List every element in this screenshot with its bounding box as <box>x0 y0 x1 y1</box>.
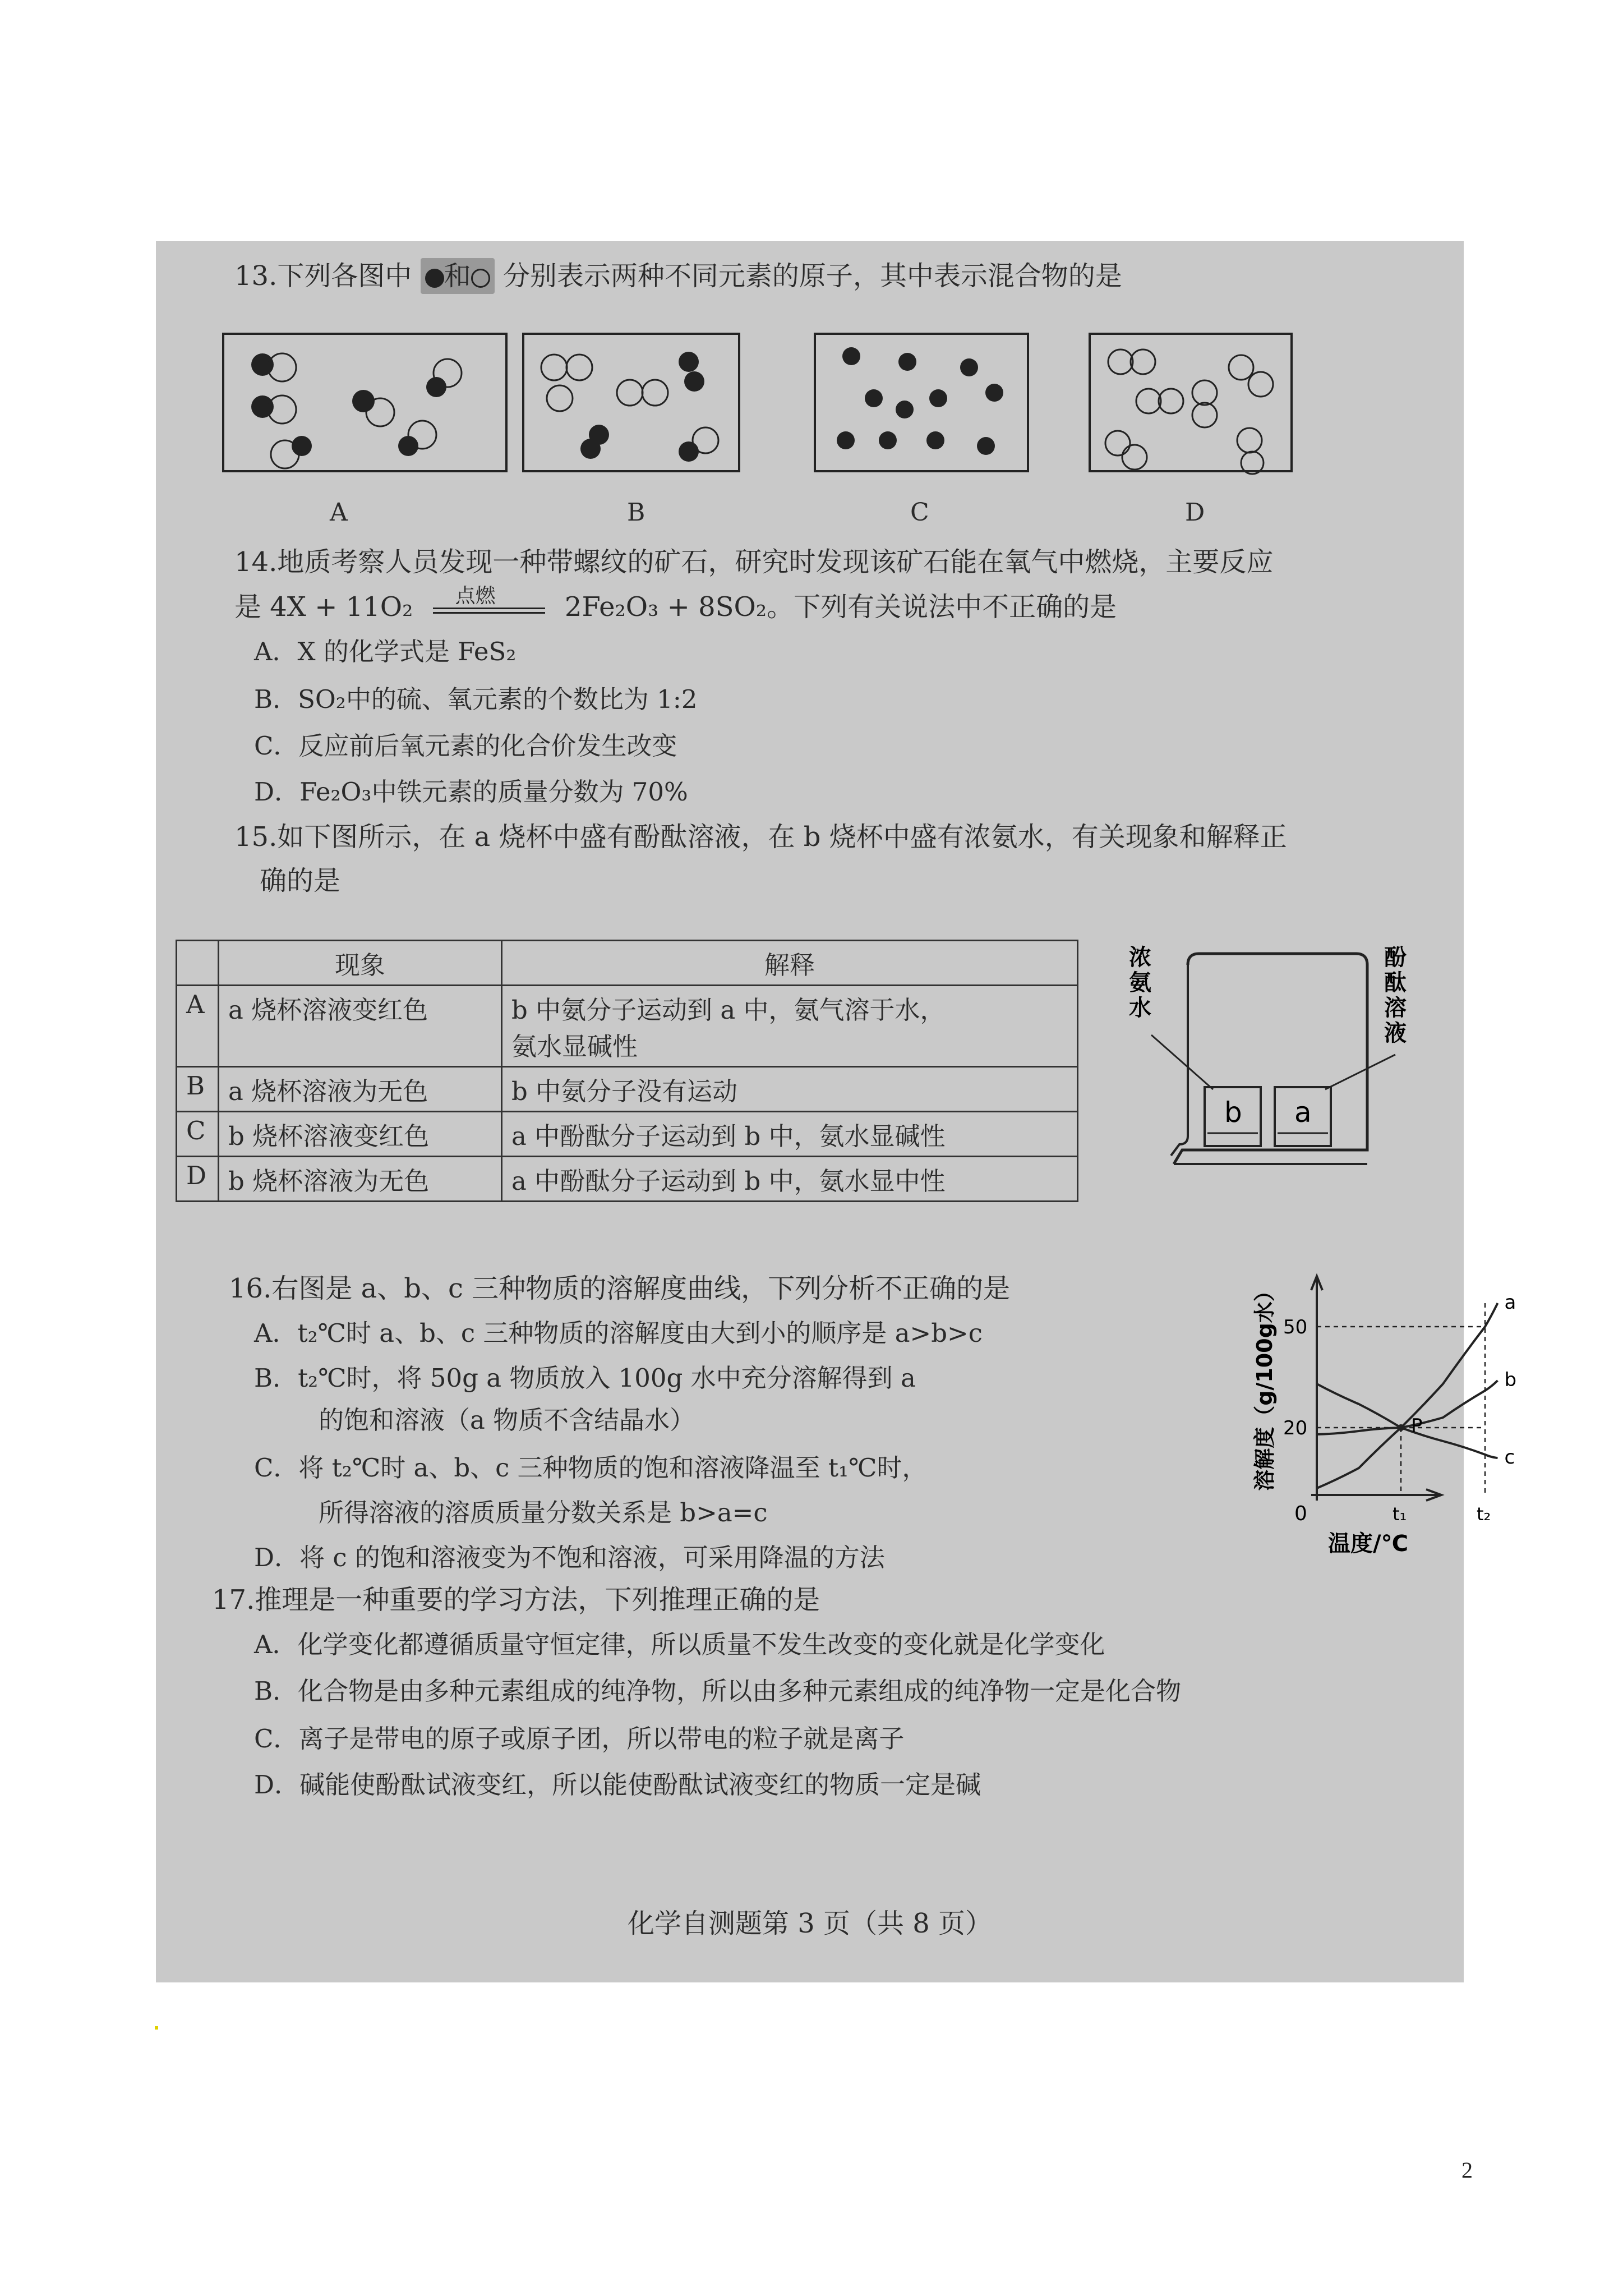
q16-option-a: A．t₂℃时 a、b、c 三种物质的溶解度由大到小的顺序是 a>b>c <box>254 1318 983 1348</box>
q13-label-d: D <box>1185 498 1205 527</box>
series-b-label: b <box>1504 1369 1517 1391</box>
q16-option-c-cont: 所得溶液的溶质质量分数关系是 b>a=c <box>319 1498 768 1527</box>
x-tick-0: t₁ <box>1393 1503 1407 1525</box>
chart-ylabel: 溶解度（g/100g水） <box>1252 1280 1277 1491</box>
q17-option-c: C．离子是带电的原子或原子团，所以带电的粒子就是离子 <box>254 1724 905 1754</box>
scanned-exam-page <box>156 241 1517 1982</box>
phenol-label-1: 酚 <box>1384 945 1407 970</box>
page-footer: 化学自测题第 3 页（共 8 页） <box>627 1908 993 1939</box>
table-row: B a 烧杯溶液为无色 b 中氨分子没有运动 <box>177 1067 1078 1112</box>
ammonia-label-1: 浓 <box>1129 945 1151 970</box>
series-a-curve <box>1317 1303 1498 1488</box>
table-row: D b 烧杯溶液为无色 a 中酚酞分子运动到 b 中，氨水显中性 <box>177 1157 1078 1202</box>
q17-option-b: B．化合物是由多种元素组成的纯净物，所以由多种元素组成的纯净物一定是化合物 <box>254 1676 1182 1706</box>
q15-table-header <box>177 941 1078 986</box>
q13-label-a: A <box>330 498 348 527</box>
point-p-label: P <box>1411 1415 1423 1437</box>
particle-box-d <box>1090 334 1292 474</box>
q15-col-explanation: 解释 <box>502 941 1078 986</box>
table-row: C b 烧杯溶液变红色 a 中酚酞分子运动到 b 中，氨水显碱性 <box>177 1112 1078 1157</box>
particle-box-b <box>523 334 739 471</box>
phenol-label-3: 溶 <box>1384 995 1407 1021</box>
q14-option-c: C．反应前后氧元素的化合价发生改变 <box>254 731 677 761</box>
series-c-label: c <box>1504 1446 1515 1469</box>
particle-box-c <box>815 334 1028 471</box>
ammonia-label-3: 水 <box>1129 995 1151 1021</box>
y-tick-20: 20 <box>1283 1417 1308 1439</box>
q15-stem-line2: 确的是 <box>260 865 341 896</box>
phenol-label-2: 酞 <box>1384 970 1407 996</box>
q17-option-d: D．碱能使酚酞试液变红，所以能使酚酞试液变红的物质一定是碱 <box>254 1770 981 1800</box>
q17-option-a: A．化学变化都遵循质量守恒定律，所以质量不发生改变的变化就是化学变化 <box>254 1630 1105 1659</box>
q15-stem-line1: 15.如下图所示，在 a 烧杯中盛有酚酞溶液，在 b 烧杯中盛有浓氨水，有关现象和解释正 <box>234 821 1287 853</box>
chart-xlabel: 温度/℃ <box>1328 1531 1409 1557</box>
q17-stem: 17.推理是一种重要的学习方法，下列推理正确的是 <box>212 1584 820 1616</box>
beaker-b-label: b <box>1224 1096 1242 1129</box>
beaker-a-label: a <box>1294 1096 1312 1129</box>
reaction-arrow: 点燃 <box>433 595 545 623</box>
q16-stem: 16.右图是 a、b、c 三种物质的溶解度曲线，下列分析不正确的是 <box>229 1273 1011 1304</box>
q13-particle-diagrams <box>156 328 1464 474</box>
q14-stem: 14.地质考察人员发现一种带螺纹的矿石，研究时发现该矿石能在氧气中燃烧，主要反应 <box>234 546 1274 578</box>
ammonia-label-2: 氨 <box>1129 970 1151 996</box>
page-number: 2 <box>1461 2157 1473 2183</box>
scan-speck <box>155 2026 158 2030</box>
table-row: A a 烧杯溶液变红色 b 中氨分子运动到 a 中，氨气溶于水， 氨水显碱性 <box>177 986 1078 1067</box>
atom-legend: 和 <box>421 258 495 294</box>
q15-beaker-diagram <box>1121 942 1412 1200</box>
solubility-chart <box>1064 1257 1517 1557</box>
q16-option-c: C．将 t₂℃时 a、b、c 三种物质的饱和溶液降温至 t₁℃时， <box>254 1453 928 1483</box>
phenol-label-4: 液 <box>1384 1020 1407 1046</box>
point-p-marker <box>1398 1424 1404 1431</box>
series-a-label: a <box>1504 1291 1516 1314</box>
q16-option-b-cont: 的饱和溶液（a 物质不含结晶水） <box>319 1405 695 1435</box>
q14-option-a: A．X 的化学式是 FeS₂ <box>254 637 517 666</box>
q14-option-d: D．Fe₂O₃中铁元素的质量分数为 70% <box>254 777 688 807</box>
origin-label: 0 <box>1294 1502 1307 1525</box>
particle-box-a <box>223 334 506 471</box>
q14-equation: 是 4X + 11O₂ 点燃 2Fe₂O₃ + 8SO₂。下列有关说法中不正确的是 <box>234 584 1117 623</box>
x-tick-1: t₂ <box>1477 1503 1491 1525</box>
series-b-curve <box>1317 1381 1498 1434</box>
q13-stem: 13.下列各图中 和 分别表示两种不同元素的原子，其中表示混合物的是 <box>234 258 1122 294</box>
q13-label-b: B <box>627 498 645 527</box>
q15-table <box>176 940 1078 1202</box>
q15-col-phenomenon: 现象 <box>219 941 502 986</box>
q13-label-c: C <box>910 498 929 527</box>
filled-atom-icon <box>425 269 444 288</box>
q14-option-b: B．SO₂中的硫、氧元素的个数比为 1:2 <box>254 684 698 714</box>
q16-option-d: D．将 c 的饱和溶液变为不饱和溶液，可采用降温的方法 <box>254 1543 885 1572</box>
hollow-atom-icon <box>471 269 490 288</box>
y-tick-50: 50 <box>1283 1316 1308 1338</box>
q16-option-b: B．t₂℃时，将 50g a 物质放入 100g 水中充分溶解得到 a <box>254 1363 916 1393</box>
